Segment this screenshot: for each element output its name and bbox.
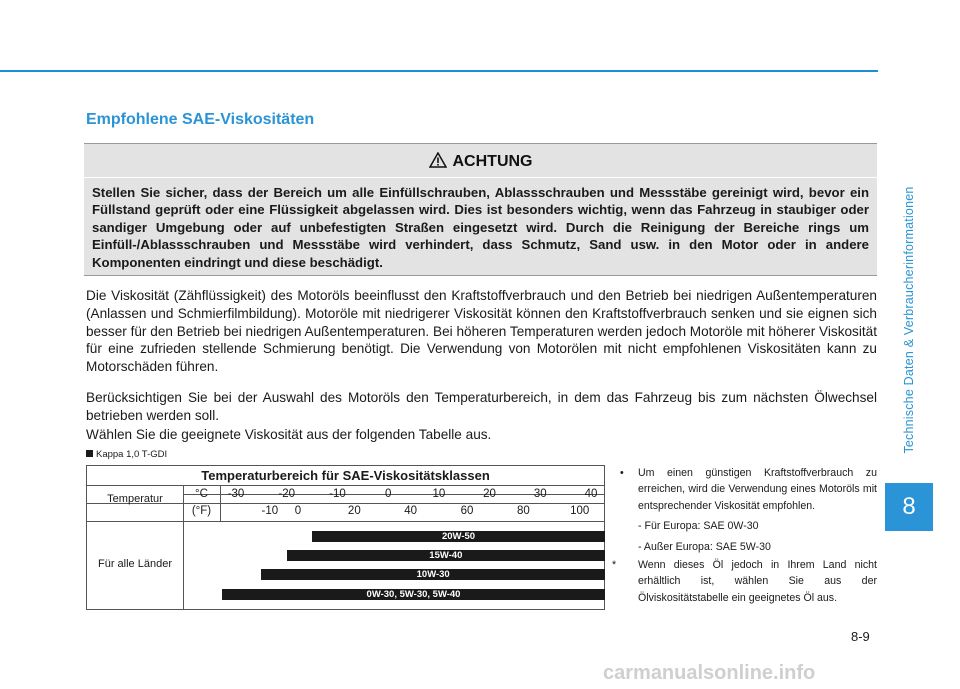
fahrenheit-tick-label: 60	[460, 505, 474, 517]
fahrenheit-tick-label: 20	[347, 505, 361, 517]
footnote-mark: *	[612, 559, 617, 572]
celsius-tick-label: 30	[533, 488, 547, 500]
celsius-tick-label: 40	[584, 488, 598, 500]
note-europe: - Für Europa: SAE 0W-30	[638, 520, 759, 533]
viscosity-bar: 20W-50	[312, 531, 605, 542]
note-outside-europe: - Außer Europa: SAE 5W-30	[638, 540, 771, 553]
viscosity-bars	[87, 466, 604, 609]
chapter-number: 8	[902, 493, 916, 520]
warning-heading	[84, 152, 877, 171]
celsius-tick-label: -20	[278, 488, 296, 500]
header-rule	[0, 70, 878, 72]
warning-text: Stellen Sie sicher, dass der Bereich um alle Einfüllschrauben, Ablassschrauben und Messstäbe gereinigt wird, bevor ein Füllstand geprüft oder eine Flüssigkeit abgelassen wird. Dies ist besonders wichtig, wenn das Fahrzeug in staubiger oder sandiger Umgebung oder auf unbefestigten Straßen eingesetzt wird. Durch die Reinigung der Bereiche rings um Einfüll-/Ablassschrauben und Messstäbe wird verhindert, dass Schmutz, Sand usw. in den Motor oder in andere Komponenten eindringt und diese beschädigt.	[92, 185, 869, 270]
celsius-unit: °C	[195, 488, 208, 500]
bullet-mark: •	[620, 467, 624, 479]
fahrenheit-unit: (°F)	[191, 505, 212, 517]
chapter-side-title-text: Technische Daten & Verbraucherinformationen	[902, 186, 916, 454]
paragraph-choose-viscosity: Wählen Sie die geeignete Viskosität aus der folgenden Tabelle aus.	[86, 427, 492, 442]
note-footnote-text: Wenn dieses Öl jedoch in Ihrem Land nicht erhältlich ist, wählen Sie aus der Ölviskositätstabelle ein geeignetes Öl aus.	[638, 559, 877, 604]
note-footnote	[610, 557, 877, 606]
celsius-tick-label: -10	[329, 488, 346, 500]
notes	[610, 465, 877, 606]
celsius-tick-label: 20	[483, 488, 496, 500]
note-bullet	[610, 465, 877, 514]
warning-divider	[84, 177, 877, 178]
fahrenheit-tick-label: 40	[404, 505, 418, 517]
celsius-tick-label: -30	[227, 488, 245, 500]
celsius-tick-label: 10	[432, 488, 446, 500]
viscosity-table	[86, 465, 605, 610]
fahrenheit-tick-label: 80	[516, 505, 530, 517]
page-number: 8-9	[851, 629, 870, 644]
engine-label-text: Kappa 1,0 T-GDI	[96, 449, 168, 460]
paragraph-temperature-range: Berücksichtigen Sie bei der Auswahl des Motoröls den Temperaturbereich, in dem das Fahrzeug bis zum nächsten Ölwechsel betrieben werden soll.	[86, 390, 877, 423]
chapter-tab[interactable]	[885, 483, 933, 531]
row-label-temperature: Temperatur	[107, 493, 163, 505]
viscosity-bar: 10W-30	[261, 569, 605, 580]
watermark: carmanualsonline.info	[603, 662, 816, 684]
paragraph-viscosity: Die Viskosität (Zähflüssigkeit) des Motoröls beeinflusst den Kraftstoffverbrauch und den Betrieb bei niedrigen Außentemperaturen (Anlassen und Schmierfilmbildung). Motoröle mit niedrigerer Viskosität können den Kraftstoffverbrauch senken und sie eignen sich besser für den Betrieb bei niedrigen Außentemperaturen. Bei höheren Temperaturen werden jedoch Motoröle mit höherer Viskosität für eine zufrieden stellende Schmierung benötigt. Die Verwendung von Motorölen mit nicht empfohlenen Viskositäten kann zu Motorschäden führen.	[86, 288, 877, 375]
fahrenheit-tick-label: 0	[294, 505, 302, 517]
square-bullet-icon	[86, 450, 93, 457]
warning-heading-text: ACHTUNG	[452, 153, 533, 170]
viscosity-bar: 0W-30, 5W-30, 5W-40	[222, 589, 605, 600]
viscosity-bar: 15W-40	[287, 550, 605, 561]
section-title: Empfohlene SAE-Viskositäten	[86, 111, 315, 128]
table-title: Temperaturbereich für SAE-Viskositätsklassen	[87, 466, 604, 486]
note-bullet-text: Um einen günstigen Kraftstoffverbrauch zu erreichen, wird die Verwendung eines Motoröls mit entsprechender Viskosität empfohlen.	[638, 467, 877, 512]
fahrenheit-tick-label: 100	[570, 505, 590, 517]
engine-label	[86, 449, 167, 460]
celsius-tick-label: 0	[384, 488, 392, 500]
fahrenheit-tick-label: -10	[261, 505, 279, 517]
row-label-all-countries: Für alle Länder	[98, 558, 172, 570]
warning-box	[84, 143, 877, 276]
warning-triangle-icon	[429, 152, 447, 168]
